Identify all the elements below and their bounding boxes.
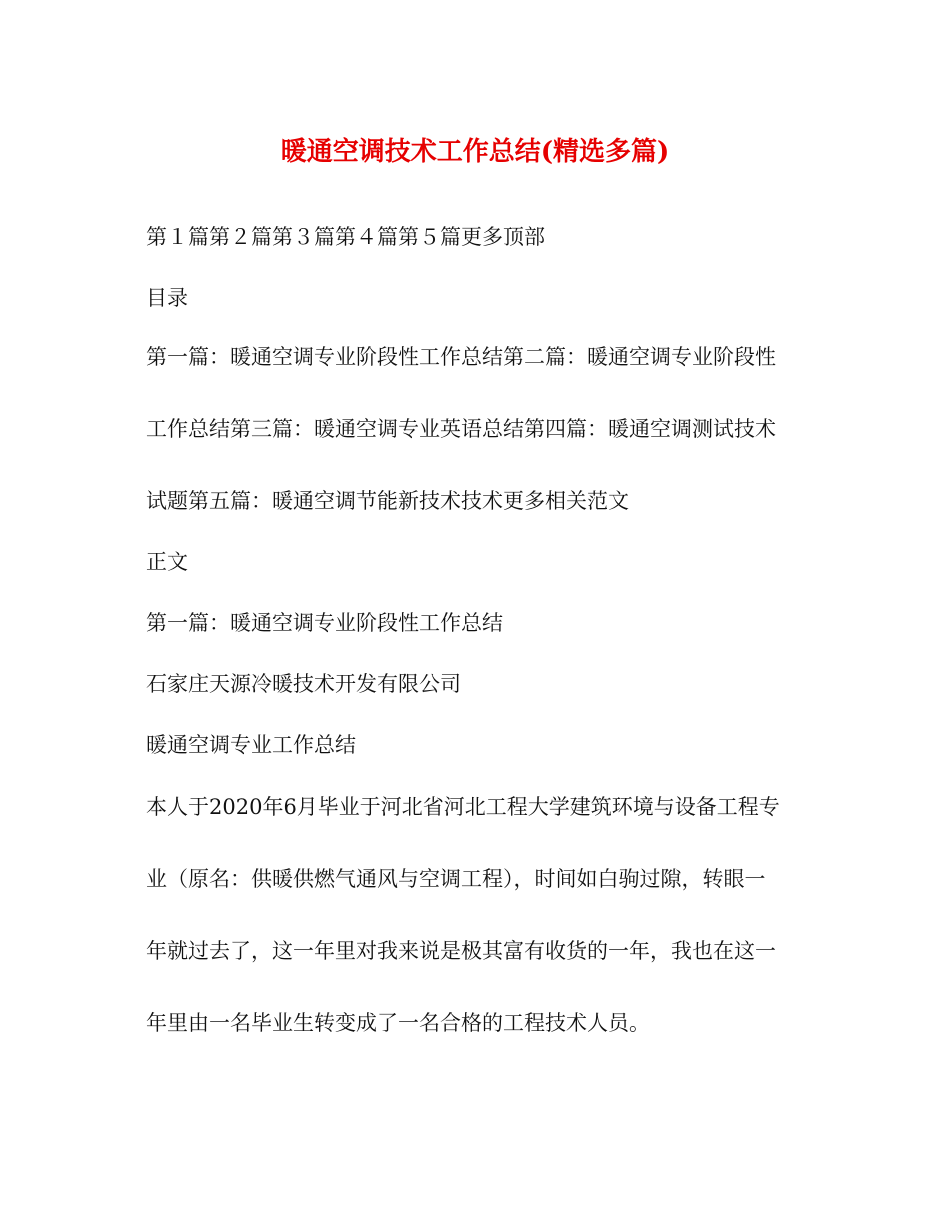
body-heading: 正文 (146, 550, 188, 574)
paragraph-line: 业（原名：供暖供燃气通风与空调工程），时间如白驹过隙，转眼一 (146, 867, 766, 891)
company-name: 石家庄天源冷暖技术开发有限公司 (146, 672, 461, 696)
toc-line: 试题第五篇：暖通空调节能新技术技术更多相关范文 (146, 489, 629, 513)
toc-line: 第一篇：暖通空调专业阶段性工作总结第二篇：暖通空调专业阶段性 (146, 345, 776, 369)
toc-line: 工作总结第三篇：暖通空调专业英语总结第四篇：暖通空调测试技术 (146, 417, 776, 441)
paragraph-line: 年就过去了，这一年里对我来说是极其富有收货的一年，我也在这一 (146, 939, 776, 963)
nav-line: 第１篇第２篇第３篇第４篇第５篇更多顶部 (146, 225, 545, 249)
article-subtitle: 暖通空调专业工作总结 (146, 733, 356, 757)
toc-heading: 目录 (146, 286, 188, 310)
paragraph-line: 年里由一名毕业生转变成了一名合格的工程技术人员。 (146, 1011, 650, 1035)
document-title: 暖通空调技术工作总结(精选多篇) (280, 137, 670, 167)
article-title: 第一篇：暖通空调专业阶段性工作总结 (146, 611, 503, 635)
paragraph-line: 本人于2020年6月毕业于河北省河北工程大学建筑环境与设备工程专 (146, 795, 780, 819)
